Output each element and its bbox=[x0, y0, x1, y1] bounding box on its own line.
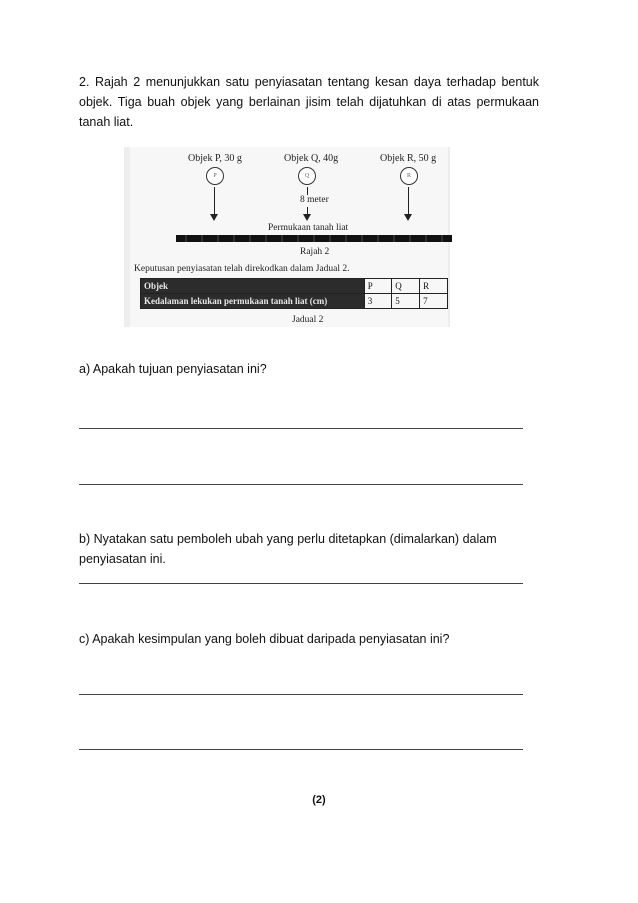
table-cell: R bbox=[420, 279, 448, 294]
table-cell: 5 bbox=[392, 294, 420, 309]
question-part-c: c) Apakah kesimpulan yang boleh dibuat daripada penyiasatan ini? bbox=[79, 632, 450, 646]
object-q-ball: Q bbox=[298, 167, 316, 185]
answer-line-b1[interactable] bbox=[79, 583, 523, 584]
question-intro: 2. Rajah 2 menunjukkan satu penyiasatan tentang kesan daya terhadap bentuk objek. Tiga buah objek yang berlainan jisim telah dijatuhkan di atas permukaan tanah liat. bbox=[79, 75, 539, 129]
table-cell: Q bbox=[392, 279, 420, 294]
object-p-ball: P bbox=[206, 167, 224, 185]
answer-line-c1[interactable] bbox=[79, 694, 523, 695]
arrow-p-head bbox=[210, 214, 218, 221]
figure-rajah-2 bbox=[124, 147, 450, 327]
arrow-p-line bbox=[214, 187, 215, 215]
object-q-label: Objek Q, 40g bbox=[284, 153, 339, 164]
arrow-r-head bbox=[404, 214, 412, 221]
table-cell: 3 bbox=[364, 294, 392, 309]
results-table bbox=[140, 278, 448, 309]
height-label: 8 meter bbox=[300, 195, 329, 205]
table-note: Keputusan penyiasatan telah direkodkan dalam Jadual 2. bbox=[134, 264, 350, 274]
arrow-r-line bbox=[408, 187, 409, 215]
question-part-b: b) Nyatakan satu pemboleh ubah yang perlu ditetapkan (dimalarkan) dalam penyiasatan ini. bbox=[79, 532, 497, 566]
marks-label: (2) bbox=[312, 794, 326, 806]
object-r-ball: R bbox=[400, 167, 418, 185]
table-cell: P bbox=[364, 279, 392, 294]
table-cell: 7 bbox=[420, 294, 448, 309]
table-row bbox=[141, 279, 448, 294]
object-r-label: Objek R, 50 g bbox=[380, 153, 437, 164]
answer-line-a2[interactable] bbox=[79, 484, 523, 485]
table-caption: Jadual 2 bbox=[292, 315, 324, 325]
figure-panel bbox=[130, 147, 448, 327]
answer-line-c2[interactable] bbox=[79, 749, 523, 750]
table-row bbox=[141, 294, 448, 309]
arrow-q-head bbox=[303, 214, 311, 221]
figure-caption: Rajah 2 bbox=[300, 247, 330, 257]
clay-surface bbox=[176, 235, 452, 242]
table-row-header: Objek bbox=[141, 279, 365, 294]
arrow-q-line-top bbox=[307, 187, 308, 195]
table-row-header: Kedalaman lekukan permukaan tanah liat (cm) bbox=[141, 294, 365, 309]
answer-line-a1[interactable] bbox=[79, 428, 523, 429]
question-part-a: a) Apakah tujuan penyiasatan ini? bbox=[79, 362, 267, 376]
object-p-label: Objek P, 30 g bbox=[188, 153, 242, 164]
surface-label: Permukaan tanah liat bbox=[268, 223, 349, 233]
